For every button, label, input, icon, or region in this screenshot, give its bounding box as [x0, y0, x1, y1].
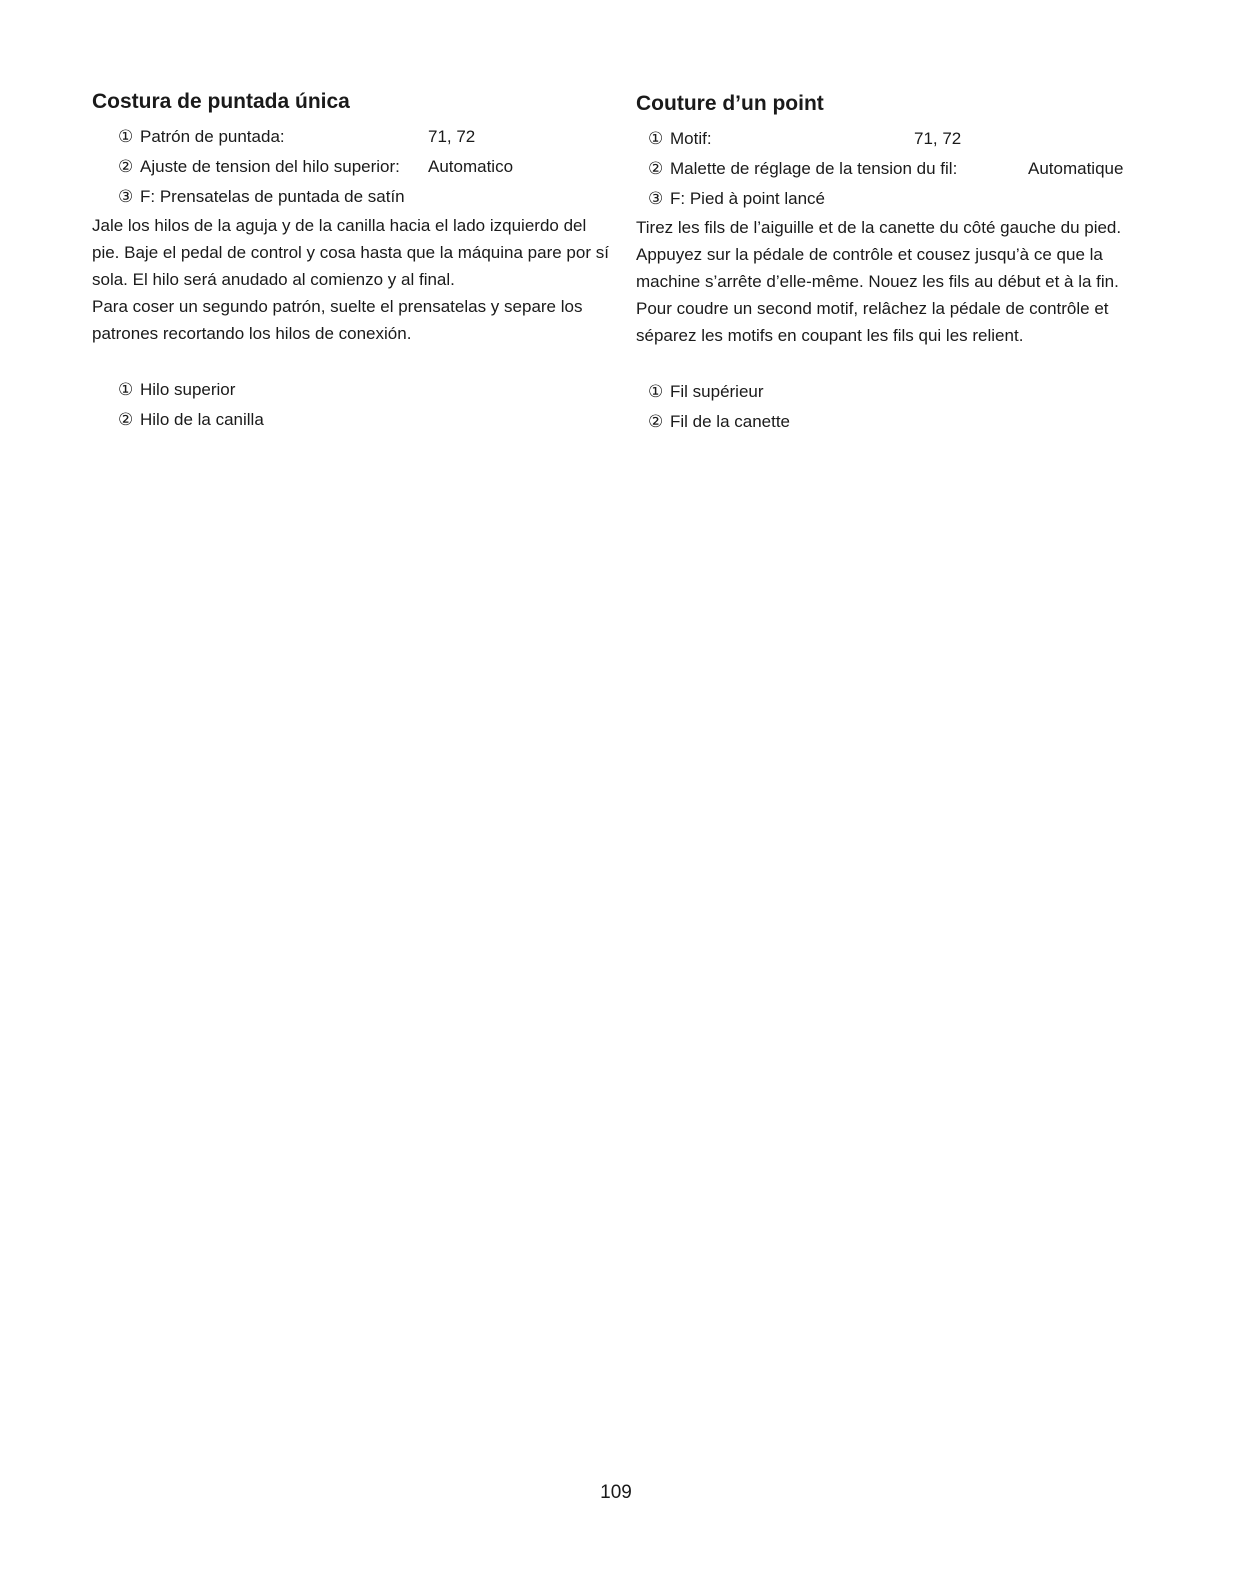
french-paragraph-2: Pour coudre un second motif, relâchez la pédale de contrôle et séparez les motifs en coupant les fils qui les relient.	[636, 299, 1109, 345]
legend-label: Hilo superior	[140, 380, 236, 399]
circled-number-3: ③	[648, 189, 664, 208]
setting-value: Automatique	[1028, 159, 1124, 178]
circled-number-1: ①	[118, 127, 134, 146]
circled-number-1: ①	[118, 380, 134, 399]
circled-number-1: ①	[648, 129, 664, 148]
legend-item	[92, 405, 618, 435]
setting-label: Ajuste de tension del hilo superior:	[140, 157, 400, 176]
spanish-section-title: Costura de puntada única	[92, 90, 350, 113]
french-setting-thread-tension	[636, 154, 1156, 184]
setting-value: Automatico	[428, 157, 514, 176]
legend-label: Fil supérieur	[670, 382, 764, 401]
spanish-paragraph-2: Para coser un segundo patrón, suelte el prensatelas y separe los patrones recortando los hilos de conexión.	[92, 297, 583, 343]
circled-number-1: ①	[648, 382, 664, 401]
setting-value: 71, 72	[914, 129, 962, 148]
french-section-title: Couture d’un point	[636, 92, 824, 115]
circled-number-2: ②	[648, 412, 664, 431]
circled-number-2: ②	[118, 157, 134, 176]
french-setting-motif	[636, 124, 1156, 154]
setting-label: Motif:	[670, 129, 712, 148]
french-column	[636, 88, 1156, 437]
spanish-setting-thread-tension	[92, 152, 618, 182]
spanish-legend	[92, 375, 618, 435]
setting-label: Patrón de puntada:	[140, 127, 285, 146]
french-legend	[636, 377, 1156, 437]
legend-item	[636, 377, 1156, 407]
legend-label: Fil de la canette	[670, 412, 791, 431]
spanish-column	[92, 88, 618, 435]
circled-number-3: ③	[118, 187, 134, 206]
spanish-setting-presser-foot	[92, 182, 618, 212]
circled-number-2: ②	[118, 410, 134, 429]
legend-item	[636, 407, 1156, 437]
spanish-paragraph-1: Jale los hilos de la aguja y de la canilla hacia el lado izquierdo del pie. Baje el pedal de control y cosa hasta que la máquina pare por sí sola. El hilo será anudado al comienzo y al final.	[92, 216, 609, 289]
setting-label: Malette de réglage de la tension du fil:	[670, 159, 958, 178]
legend-label: Hilo de la canilla	[140, 410, 264, 429]
setting-label: F: Prensatelas de puntada de satín	[140, 187, 405, 206]
spanish-setting-stitch-pattern	[92, 122, 618, 152]
legend-item	[92, 375, 618, 405]
french-setting-presser-foot	[636, 184, 1156, 214]
french-paragraph-1: Tirez les fils de l’aiguille et de la canette du côté gauche du pied. Appuyez sur la pédale de contrôle et cousez jusqu’à ce que la machine s’arrête d’elle-même. Nouez les fils au début et à la fin.	[636, 218, 1122, 291]
page-number: 109	[600, 1482, 632, 1503]
circled-number-2: ②	[648, 159, 664, 178]
setting-label: F: Pied à point lancé	[670, 189, 825, 208]
setting-value: 71, 72	[428, 127, 476, 146]
